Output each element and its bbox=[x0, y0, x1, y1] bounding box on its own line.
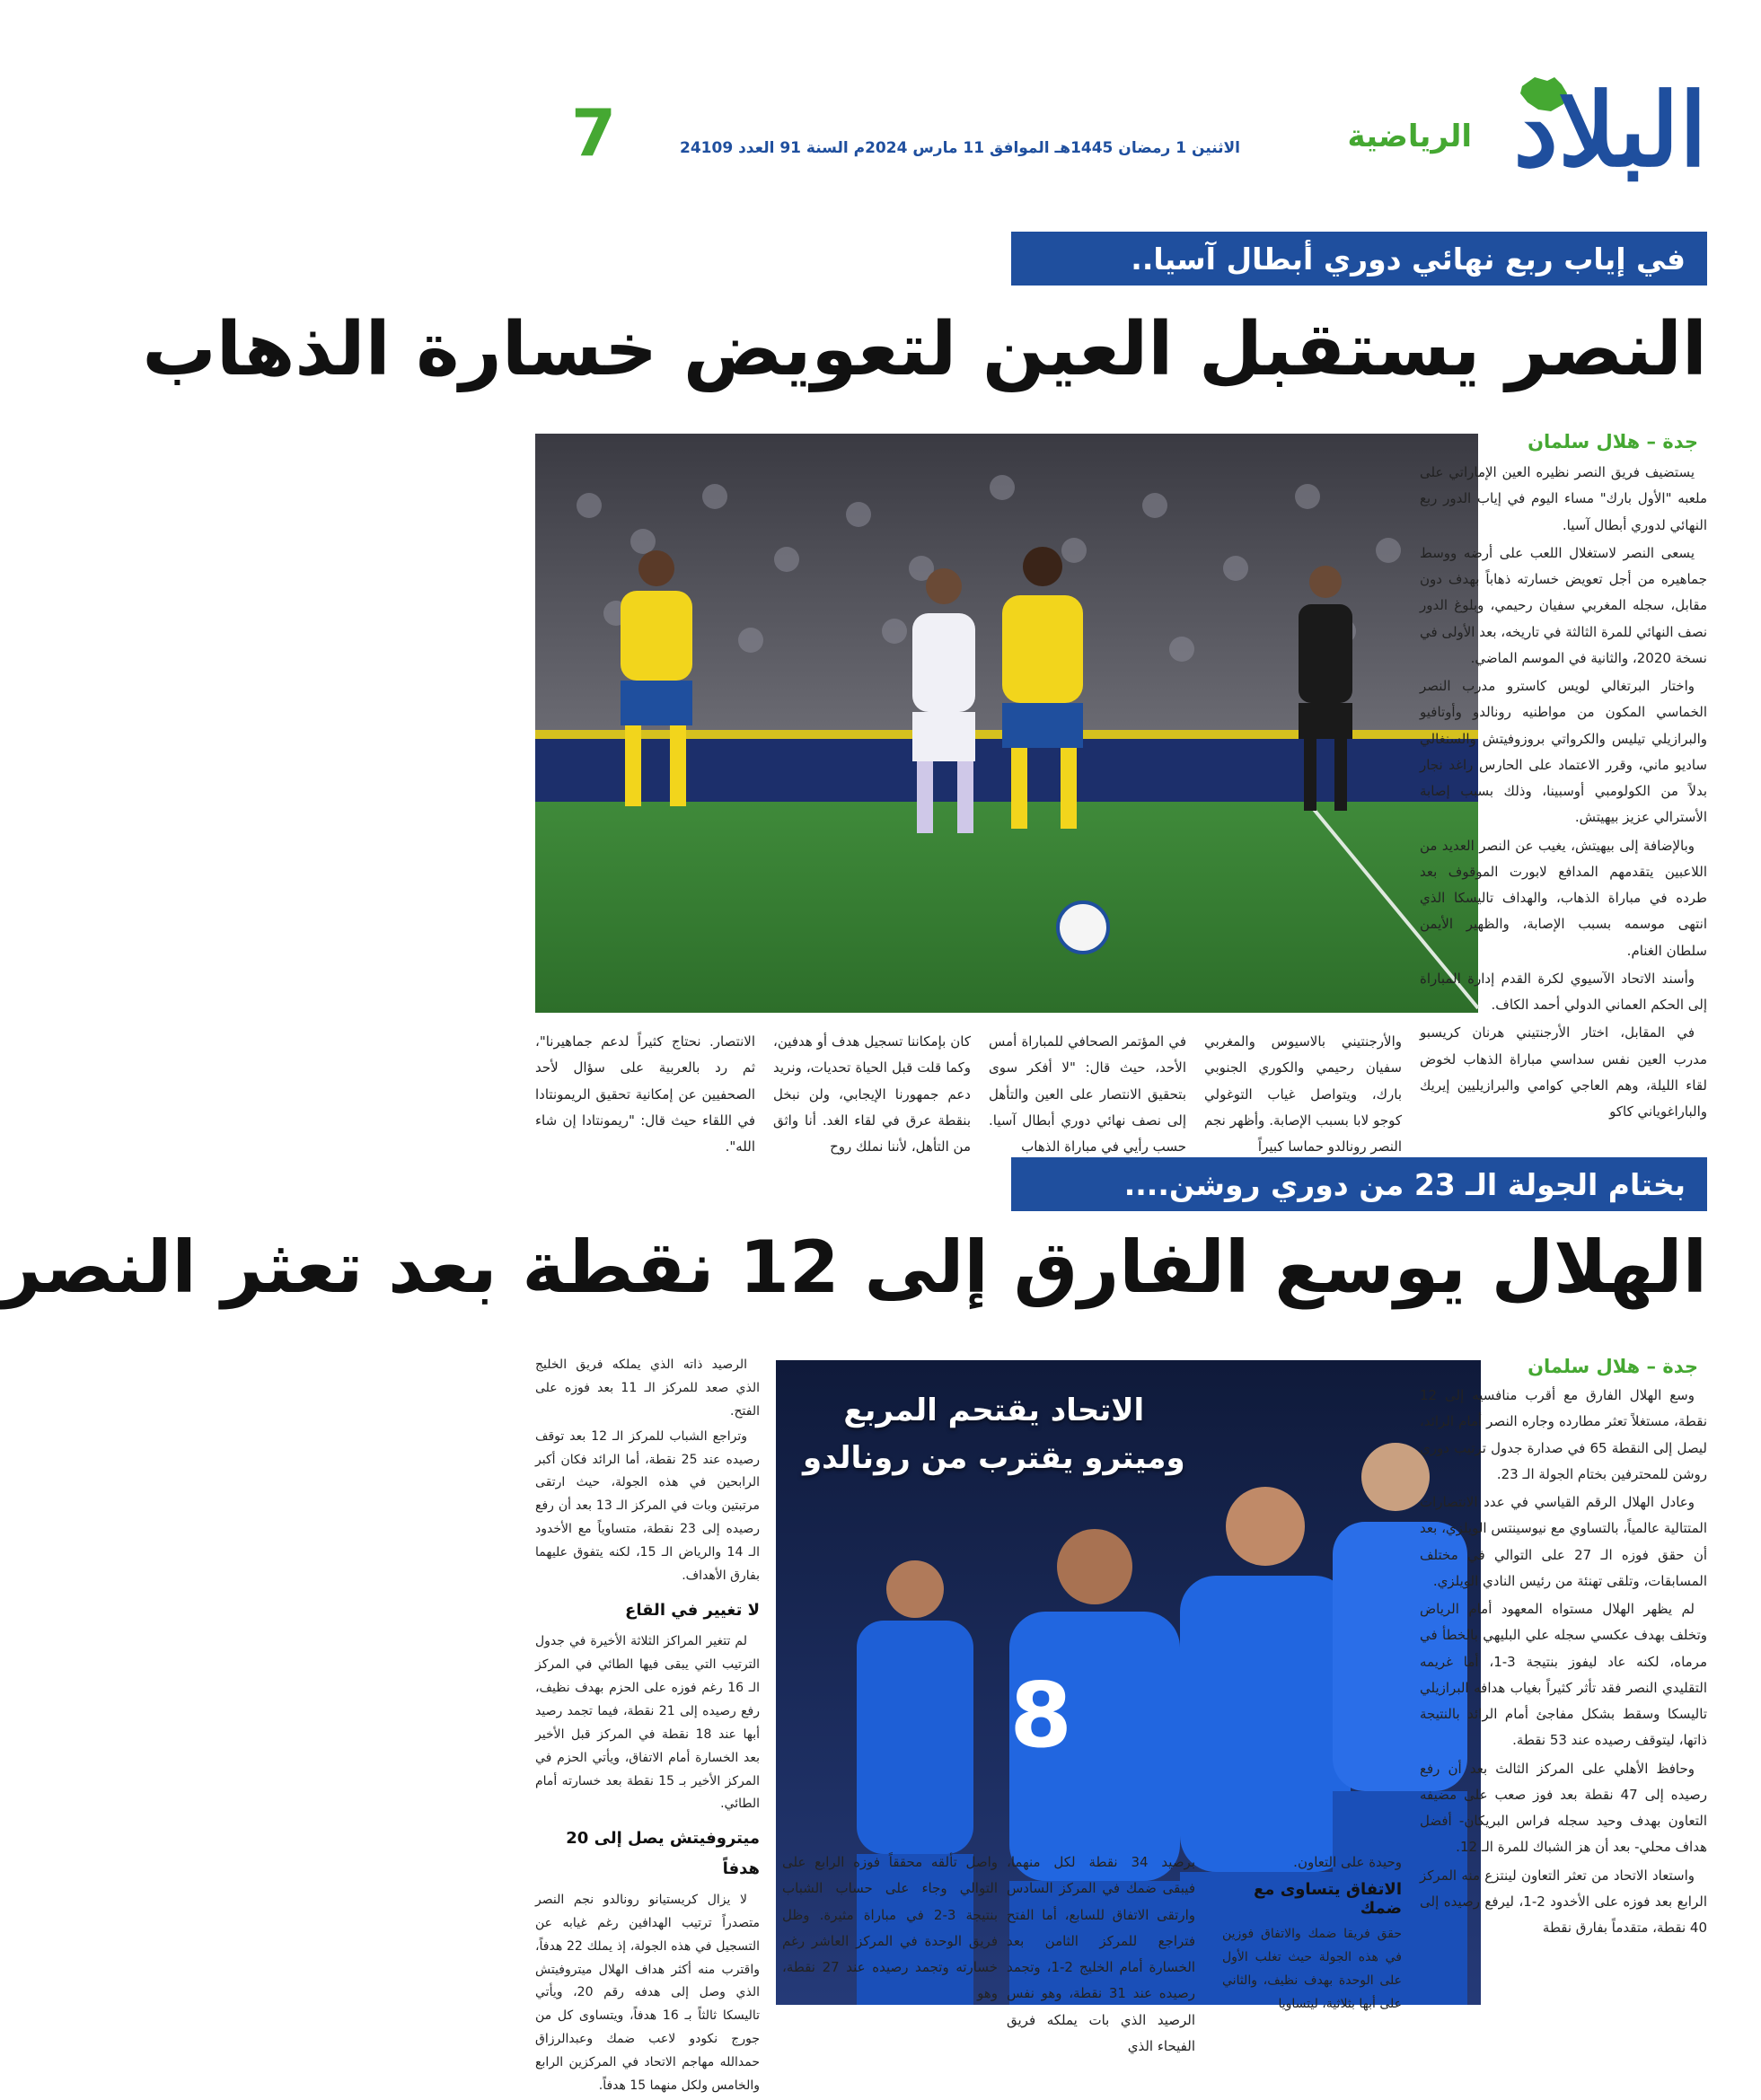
story2-lower-column: برصيد 34 نقطة لكل منهما، فيبقى ضمك في المركز السادس وارتقى الاتفاق للسابع، أما الفتح فتراجع للمركز الثامن بعد الخسارة أمام الخليج 2-1، وتجمد رصيده عند 31 نقطة، وهو نفس الرصيد الذي بات يملكه فريق الفيحاء الذي bbox=[1007, 1854, 1196, 2054]
section-label: الرياضية bbox=[1347, 119, 1472, 154]
story1-paragraph: في المقابل، اختار الأرجنتيني هرنان كريسبو مدرب العين نفس سداسي مباراة الذهاب لخوض لقاء الليلة، وهم العاجي كوامي والبرازيليين إيريك والباراغوياني كاكو bbox=[1420, 1024, 1707, 1120]
story2-lower-column: واصل تألقه محققاً فوزه الرابع على التوالي وجاء على حساب الشباب بنتيجة 3-2 في مباراة مثيرة. وظل فريق الوحدة في المركز العاشر رغم خسارته وتجمد رصيده عند 27 نقطة، وهو bbox=[782, 1854, 998, 2002]
story2-paragraph: وسع الهلال الفارق مع أقرب منافسيه إلى 12 نقطة، مستغلاً تعثر مطارده وجاره النصر أمام الرائد، ليصل إلى النقطة 65 في صدارة جدول ترتيب دوري روشن للمحترفين بختام الجولة الـ 23. bbox=[1420, 1387, 1707, 1482]
caption-line: الاتحاد يقتحم المربع bbox=[843, 1393, 1145, 1428]
story2-box bbox=[1222, 1880, 1402, 2017]
newspaper-logo bbox=[1483, 72, 1707, 189]
story1-kicker: في إياب ربع نهائي دوري أبطال آسيا.. bbox=[1011, 232, 1707, 286]
dateline: الاثنين 1 رمضان 1445هـ الموافق 11 مارس 2024م السنة 91 العدد 24109 bbox=[680, 139, 1240, 157]
story2-paragraph: واستعاد الاتحاد من تعثر التعاون لينتزع منه المركز الرابع بعد فوزه على الأخدود 2-1، ليرفع رصيده إلى 40 نقطة، متقدماً بفارق نقطة bbox=[1420, 1867, 1707, 1936]
story2-paragraph: الرصيد ذاته الذي يملكه فريق الخليج الذي صعد للمركز الـ 11 بعد فوزه على الفتح. bbox=[535, 1358, 761, 1419]
story2-byline: جدة – هلال سلمان bbox=[1528, 1356, 1698, 1377]
story2-photo-caption bbox=[803, 1387, 1185, 1481]
logo-wordmark: البلاد bbox=[1513, 72, 1707, 189]
caption-line: وميترو يقترب من رونالدو bbox=[803, 1439, 1185, 1476]
story2-main-column bbox=[1420, 1383, 1707, 1943]
story2-paragraph: لم تتغير المراكز الثلاثة الأخيرة في جدول الترتيب التي يبقى فيها الطائي في المركز الـ 16 رغم فوزه على الحزم بهدف نظيف، رفع رصيده إلى 21 نقطة، فيما تجمد رصيد أبها عند 18 نقطة في المركز قبل الأخير بعد الخسارة أمام الاتفاق، ويأتي الحزم في المركز الأخير بـ 15 نقطة بعد خسارته أمام الطائي. bbox=[535, 1634, 760, 1812]
story1-lower-column: والأرجنتيني بالاسيوس والمغربي سفيان رحيمي والكوري الجنوبي بارك، ويتواصل غياب التوغولي كوجو لابا بسبب الإصابة. وأظهر نجم النصر رونالدو حماسا كبيراً bbox=[1204, 1033, 1402, 1155]
story2-kicker: بختام الجولة الـ 23 من دوري روشن.... bbox=[1011, 1157, 1707, 1211]
story1-photo bbox=[535, 434, 1478, 1013]
story2-lower-column: وحيدة على التعاون. bbox=[1293, 1854, 1402, 1870]
subhead-scorers: ميتروفيتش يصل إلى 20 هدفاً bbox=[566, 1829, 760, 1878]
story1-paragraph: وأسند الاتحاد الآسيوي لكرة القدم إدارة المباراة إلى الحكم العماني الدولي أحمد الكاف. bbox=[1420, 970, 1707, 1013]
story2-paragraph: وتراجع الشباب للمركز الـ 12 بعد توقف رصيده عند 25 نقطة، أما الرائد فكان أكبر الرابحين في هذه الجولة، حيث ارتقى مرتبتين وبات في المركز الـ 13 بعد أن رفع رصيده إلى 23 نقطة، متساوياً مع الأخدود الـ 14 والرياض الـ 15، لكنه يتفوق عليهما بفارق الأهداف. bbox=[535, 1428, 761, 1584]
story2-paragraph: وحافظ الأهلي على المركز الثالث بعد أن رفع رصيده إلى 47 نقطة بعد فوز صعب على مضيفه التعاون بهدف وحيد سجله فراس البريكان- أفضل هداف محلي- بعد أن هز الشباك للمرة الـ 12. bbox=[1420, 1760, 1707, 1856]
story1-paragraph: واختار البرتغالي لويس كاسترو مدرب النصر الخماسي المكون من مواطنيه رونالدو وأوتافيو والبرازيلي تيليس والكرواتي بروزوفيتش والسنغالي ساديو ماني، وقرر الاعتماد على الحارس راغد نجار بدلاً من الكولومبي أوسبينا، وذلك بسبب إصابة الأسترالي عزيز بيهيتش. bbox=[1420, 678, 1707, 826]
story1-paragraph: وبالإضافة إلى بيهيتش، يغيب عن النصر العديد من اللاعبين يتقدمهم المدافع لابورت الموقوف بعد طرده في مباراة الذهاب، والهداف تاليسكا الذي انتهى موسمه بسبب الإصابة، والظهير الأيمن سلطان الغنام. bbox=[1420, 837, 1707, 959]
story2-paragraph: لا يزال كريستيانو رونالدو نجم النصر متصدراً ترتيب الهدافين رغم غيابه عن التسجيل في هذه الجولة، إذ يملك 22 هدفاً، واقترب منه أكثر هداف الهلال ميتروفيتش الذي وصل إلى هدفه رقم 20، ويأتي تاليسكا ثالثاً بـ 16 هدفاً، ويتساوى كل من جورج نكودو لاعب ضمك وعبدالرزاق حمدالله مهاجم الاتحاد في المركزين الرابع والخامس ولكل منهما 15 هدفاً. bbox=[535, 1892, 760, 2094]
story1-main-column bbox=[1420, 460, 1707, 1127]
story2-paragraph: وعادل الهلال الرقم القياسي في عدد الانتصارات المتتالية عالمياً، بالتساوي مع نيوسينتس الويلزي، بعد أن حقق فوزه الـ 27 على التوالي في مختلف المسابقات، وتلقى تهنئة من رئيس النادي الويلزي. bbox=[1420, 1494, 1707, 1589]
story1-lower-column: في المؤتمر الصحافي للمباراة أمس الأحد، حيث قال: "لا أفكر سوى بتحقيق الانتصار على العين والتأهل إلى نصف نهائي دوري أبطال آسيا. حسب رأيي في مباراة الذهاب bbox=[989, 1033, 1186, 1155]
story1-byline: جدة – هلال سلمان bbox=[1528, 431, 1698, 453]
page-number: 7 bbox=[571, 95, 617, 171]
story2-paragraph: لم يظهر الهلال مستواه المعهود أمام الرياض وتخلف بهدف عكسي سجله علي البليهي بالخطأ في مرماه، لكنه عاد ليفوز بنتيجة 3-1، أما غريمه التقليدي النصر فقد تأثر كثيراً بغياب هدافه البرازيلي تاليسكا وسقط بشكل مفاجئ أمام الرائد بالنتيجة ذاتها، ليتوقف رصيده عند 53 نقطة. bbox=[1420, 1601, 1707, 1749]
story1-lower-column: الانتصار. نحتاج كثيراً لدعم جماهيرنا"، ثم رد بالعربية على سؤال لأحد الصحفيين عن إمكانية تحقيق الريمونتادا في اللقاء حيث قال: "ريمونتادا إن شاء الله". bbox=[535, 1033, 755, 1155]
subhead-bottom-table: لا تغيير في القاع bbox=[625, 1600, 760, 1620]
story1-paragraph: يسعى النصر لاستغلال اللعب على أرضه ووسط جماهيره من أجل تعويض خسارته ذهاباً بهدف دون مقابل، سجله المغربي سفيان رحيمي، وبلوغ الدور نصف النهائي للمرة الثالثة في تاريخه، بعد الأولى في نسخة 2020، والثانية في الموسم الماضي. bbox=[1420, 544, 1707, 666]
subhead-ettifaq: الاتفاق يتساوى مع ضمك bbox=[1254, 1880, 1402, 1918]
story1-paragraph: يستضيف فريق النصر نظيره العين الإماراتي على ملعبه "الأول بارك" مساء اليوم في إياب الدور ربع النهائي لدوري أبطال آسيا. bbox=[1420, 464, 1707, 533]
story1-headline: النصر يستقبل العين لتعويض خسارة الذهاب bbox=[142, 307, 1707, 392]
svg-text:8: 8 bbox=[1009, 1663, 1072, 1768]
story2-box-text: حقق فريقا ضمك والاتفاق فوزين في هذه الجولة حيث تغلب الأول على الوحدة بهدف نظيف، والثاني على أبها بثلاثية، ليتساويا bbox=[1222, 1927, 1402, 2011]
story2-headline: الهلال يوسع الفارق إلى 12 نقطة بعد تعثر النصر bbox=[0, 1226, 1707, 1309]
story1-lower-column: كان بإمكاننا تسجيل هدف أو هدفين، وكما قلت قبل الحياة تحديات، ونريد دعم جمهورنا الإيجابي، ولن نبخل بنقطة عرق في لقاء الغد. أنا واثق من التأهل، لأننا نملك روح bbox=[773, 1033, 971, 1155]
story2-left-column bbox=[535, 1354, 760, 2100]
